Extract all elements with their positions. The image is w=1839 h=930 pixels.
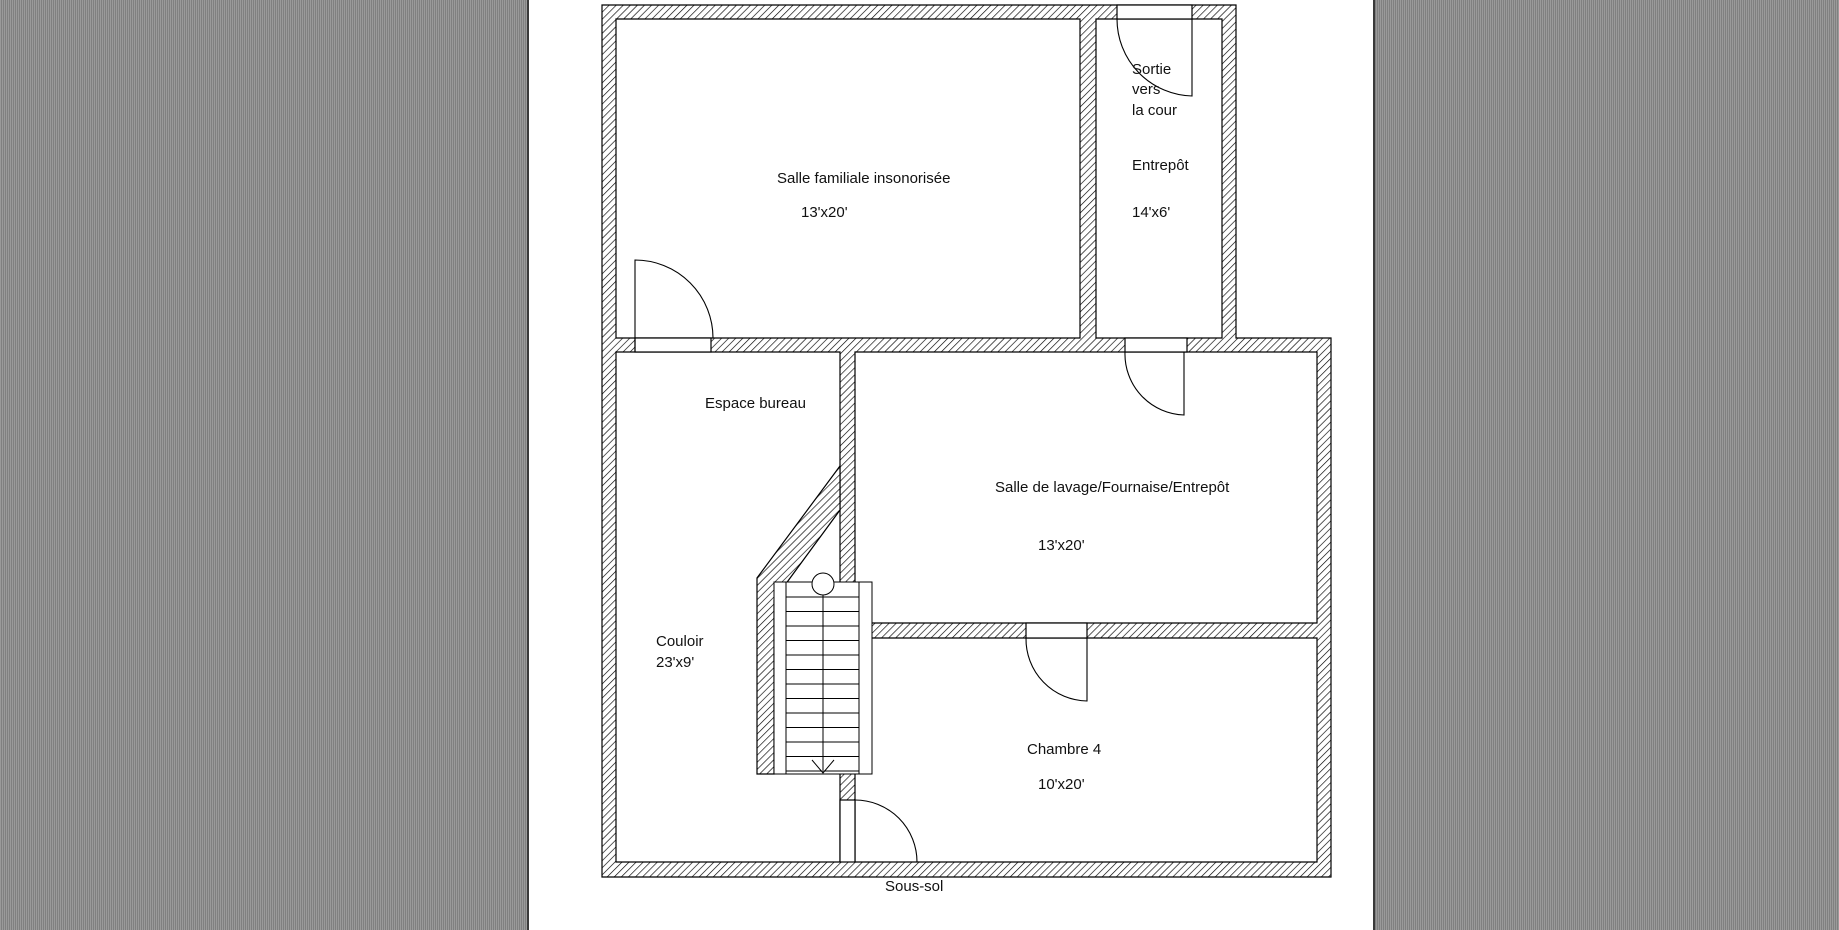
room-name-entrepot: Entrepôt [1132, 157, 1189, 174]
door-gap-exterieur [1117, 5, 1192, 19]
door-gap-chambre-4 [1026, 623, 1087, 638]
room-note-entrepot-line1: Sortie [1132, 61, 1172, 78]
room-note-entrepot-line3: la cour [1132, 102, 1178, 119]
document-page [527, 0, 1375, 930]
door-gap-salle-lavage [1125, 338, 1187, 352]
room-labels [656, 61, 1230, 895]
room-size-salle-lavage: 13'x20' [1038, 537, 1085, 554]
wall-outer [602, 5, 1331, 877]
door-swings [635, 19, 1192, 862]
door-gap-salle-familiale [635, 338, 711, 352]
room-name-salle-lavage: Salle de lavage/Fournaise/Entrepôt [995, 479, 1230, 496]
door-swing-couloir [855, 800, 917, 862]
floor-plan [529, 0, 1377, 930]
door-gap-couloir [840, 800, 855, 862]
plan-title: Sous-sol [885, 878, 944, 895]
walls [602, 5, 1331, 877]
room-note-entrepot-line2: vers [1132, 81, 1161, 98]
door-swing-salle-lavage [1125, 352, 1184, 415]
door-openings [635, 5, 1192, 862]
room-size-salle-familiale: 13'x20' [801, 204, 848, 221]
room-size-couloir: 23'x9' [656, 654, 695, 671]
room-name-couloir: Couloir [656, 633, 704, 650]
room-size-chambre-4: 10'x20' [1038, 776, 1085, 793]
room-name-chambre-4: Chambre 4 [1027, 741, 1102, 758]
room-name-salle-familiale: Salle familiale insonorisée [777, 170, 951, 187]
staircase [774, 573, 872, 774]
room-size-entrepot: 14'x6' [1132, 204, 1171, 221]
door-swing-chambre-4 [1026, 638, 1087, 701]
room-name-espace-bureau: Espace bureau [705, 395, 806, 412]
stair-start-circle [812, 573, 834, 595]
